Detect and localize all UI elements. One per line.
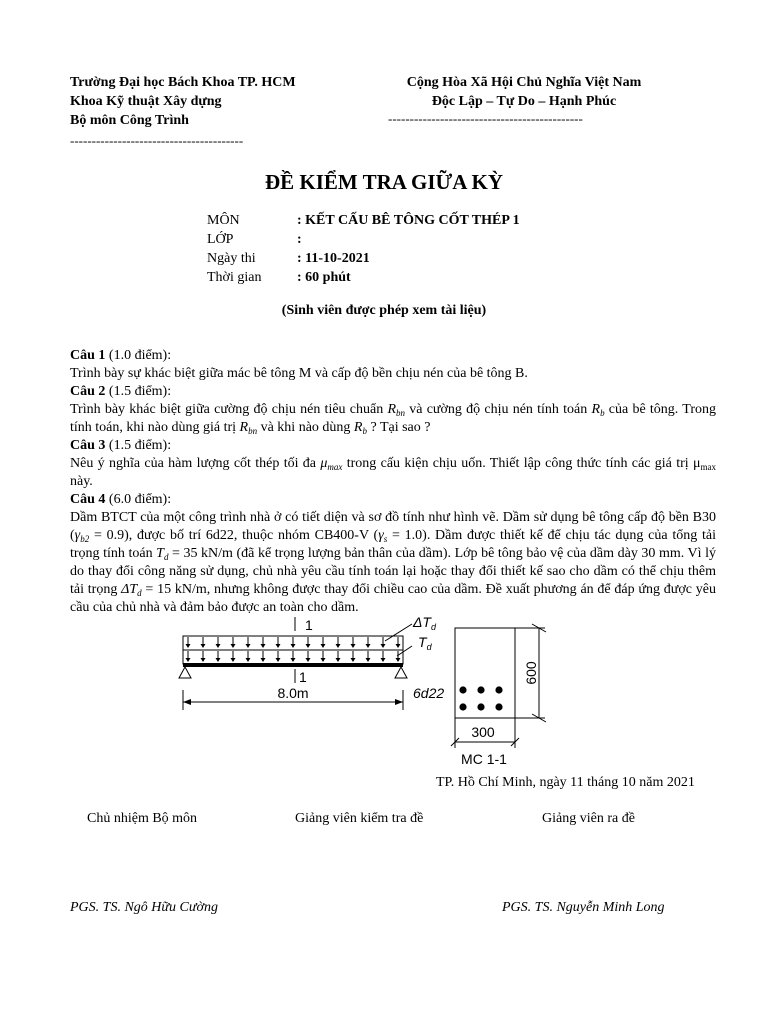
text-run: và khi nào dùng	[257, 420, 354, 435]
symbol-R-bn: $R_{bn}$	[239, 420, 258, 436]
load-arrow-head	[276, 658, 281, 662]
question-1-heading	[70, 347, 716, 365]
text-run: = 1.0). Dầm được thiết kế để chịu tác dụng của tổng tải trọng tính toán	[70, 528, 716, 561]
rebar-dot	[459, 703, 466, 710]
text-run: trong cấu kiện chịu uốn. Thiết lập công thức tính các giá trị	[342, 456, 693, 471]
question-label: Câu 2	[70, 384, 106, 399]
rebar-dot	[459, 686, 466, 693]
header-right	[386, 73, 662, 111]
question-4-text	[70, 509, 716, 617]
rebar-dot	[477, 703, 484, 710]
text-run: của bê tông. Trong tính toán, khi nào dùng giá trị	[70, 402, 716, 435]
exam-note: (Sinh viên được phép xem tài liệu)	[281, 303, 487, 318]
info-value: :	[297, 232, 302, 247]
section-mark-bottom: 1	[299, 669, 307, 685]
load-arrow-head	[246, 658, 251, 662]
question-3-text	[70, 455, 716, 491]
load-arrow-head	[306, 658, 311, 662]
rebar-label: 6d22	[413, 685, 445, 701]
info-row-subject	[207, 212, 627, 231]
height-label: 600	[523, 661, 539, 685]
signature-role-reviewer: Giảng viên kiểm tra đề	[295, 811, 424, 826]
load-arrow-head	[366, 644, 371, 648]
rebars	[459, 686, 502, 710]
rebar-dot	[477, 686, 484, 693]
load-arrow-head	[231, 658, 236, 662]
question-1-text: Trình bày sự khác biệt giữa mác bê tông M và cấp độ bền chịu nén của bê tông B.	[70, 366, 528, 381]
header-left-rule: ----------------------------------------	[70, 133, 244, 148]
load-arrow-head	[246, 644, 251, 648]
load-arrow-head	[276, 644, 281, 648]
design-load-label: $T_d$	[418, 634, 432, 652]
rebar-dot	[495, 686, 502, 693]
question-3-heading	[70, 437, 716, 455]
question-points: (1.0 điểm):	[105, 348, 172, 363]
question-4-heading	[70, 491, 716, 509]
load-arrow-head	[396, 658, 401, 662]
text-run: ? Tại sao ?	[366, 420, 431, 435]
load-arrow-head	[231, 644, 236, 648]
symbol-gamma-b2: $\gamma_{b2}$	[74, 528, 90, 544]
symbol-mu-max: $\mu_{max}$	[692, 456, 716, 472]
question-label: Câu 3	[70, 438, 106, 453]
university-name: Trường Đại học Bách Khoa TP. HCM	[70, 75, 296, 90]
symbol-mu-max: $\mu_{max}$	[320, 456, 343, 472]
load-arrow-head	[351, 644, 356, 648]
text-run: = 15 kN/m, nhưng không được thay đổi chiều cao của dầm. Đề xuất phương án để đáp ứng được yêu cầu của chủ nhà và đảm bảo được an toàn cho dầm.	[70, 582, 717, 615]
load-arrow-head	[261, 658, 266, 662]
span-arrow-left	[183, 699, 191, 705]
load-arrow-head	[321, 658, 326, 662]
width-label: 300	[471, 724, 495, 740]
beam-figure	[0, 610, 768, 780]
info-row-date	[207, 250, 627, 269]
signature-name-author: PGS. TS. Nguyễn Minh Long	[502, 900, 665, 915]
span-label: 8.0m	[277, 685, 309, 701]
load-arrow-head	[201, 644, 206, 648]
info-value: : KẾT CẤU BÊ TÔNG CỐT THÉP 1	[297, 213, 520, 228]
signature-role-head: Chủ nhiệm Bộ môn	[87, 811, 198, 826]
delta-load-label: $\Delta T_d$	[413, 614, 436, 632]
info-value: : 11-10-2021	[297, 251, 370, 266]
section-mark-top: 1	[305, 617, 313, 633]
question-points: (6.0 điểm):	[105, 492, 172, 507]
load-arrow-head	[381, 644, 386, 648]
text-run: Nêu ý nghĩa của hàm lượng cốt thép tối đa	[70, 456, 321, 471]
header-left	[70, 73, 296, 130]
symbol-R-b: $R_b$	[591, 402, 605, 418]
header-right-rule: ---------------------------------------------	[388, 111, 583, 126]
load-arrow-head	[396, 644, 401, 648]
exam-title: ĐỀ KIỂM TRA GIỮA KỲ	[264, 170, 504, 194]
motto: Độc Lập – Tự Do – Hạnh Phúc	[431, 94, 617, 109]
load-arrow-head	[216, 658, 221, 662]
design-load-leader	[397, 646, 412, 656]
section-name: MC 1-1	[461, 751, 507, 767]
load-arrow-head	[216, 644, 221, 648]
load-arrow-head	[186, 658, 191, 662]
info-label: LỚP	[207, 232, 234, 247]
questions	[70, 347, 716, 617]
symbol-gamma-s: $\gamma_s$	[378, 528, 388, 544]
question-points: (1.5 điểm):	[105, 438, 172, 453]
info-row-class	[207, 231, 627, 250]
load-arrow-head	[186, 644, 191, 648]
symbol-delta-T-d: $\Delta T_d$	[121, 582, 142, 598]
text-run: này.	[70, 474, 93, 489]
question-label: Câu 1	[70, 348, 106, 363]
rebar-dot	[495, 703, 502, 710]
symbol-R-b: $R_b$	[353, 420, 367, 436]
load-arrow-head	[306, 644, 311, 648]
info-row-duration	[207, 269, 627, 288]
date-line: TP. Hồ Chí Minh, ngày 11 tháng 10 năm 2021	[436, 775, 695, 790]
question-points: (1.5 điểm):	[105, 384, 172, 399]
load-arrow-head	[291, 658, 296, 662]
info-label: Thời gian	[207, 270, 262, 285]
text-run: Dầm BTCT của một công trình nhà ở có tiết diện và sơ đồ tính như hình vẽ. Dầm sử dụng bê tông cấp độ bền B30 (	[70, 510, 716, 543]
department-name: Bộ môn Công Trình	[70, 113, 189, 128]
load-arrow-head	[351, 658, 356, 662]
text-run: và cường độ chịu nén tính toán	[405, 402, 592, 417]
span-arrow-right	[395, 699, 403, 705]
question-2-text	[70, 401, 716, 437]
load-arrow-head	[381, 658, 386, 662]
signature-role-author: Giảng viên ra đề	[542, 811, 635, 826]
text-run: = 0.9), được bố trí 6d22, thuộc nhóm CB400-V (	[89, 528, 379, 543]
faculty-name: Khoa Kỹ thuật Xây dựng	[70, 94, 222, 109]
cross-section	[451, 624, 546, 748]
question-2-heading	[70, 383, 716, 401]
symbol-T-d: $T_d$	[156, 546, 169, 562]
info-label: MÔN	[207, 213, 240, 228]
left-support	[179, 667, 191, 678]
text-run: Trình bày khác biệt giữa cường độ chịu nén tiêu chuẩn	[70, 402, 388, 417]
right-support	[395, 667, 407, 678]
country-name: Cộng Hòa Xã Hội Chủ Nghĩa Việt Nam	[406, 75, 642, 90]
load-arrow-head	[321, 644, 326, 648]
load-arrow-head	[336, 644, 341, 648]
load-arrow-head	[366, 658, 371, 662]
question-label: Câu 4	[70, 492, 106, 507]
exam-info	[207, 212, 627, 288]
info-label: Ngày thi	[207, 251, 256, 266]
load-arrow-head	[201, 658, 206, 662]
load-arrow-head	[291, 644, 296, 648]
load-arrow-head	[336, 658, 341, 662]
info-value: : 60 phút	[297, 270, 351, 285]
load-arrow-head	[261, 644, 266, 648]
text-run: = 35 kN/m (đã kể trọng lượng bản thân của dầm). Lớp bê tông bảo vệ của dầm dày 30 mm. Vì lý do thay đổi công năng sử dụng, chủ nhà yêu cầu tính toán lại hoặc thay đổi thiết kế sao cho dầm có thể chịu thêm tải trọng	[70, 546, 717, 597]
symbol-R-bn: $R_{bn}$	[387, 402, 406, 418]
signature-name-head: PGS. TS. Ngô Hữu Cường	[70, 900, 218, 915]
